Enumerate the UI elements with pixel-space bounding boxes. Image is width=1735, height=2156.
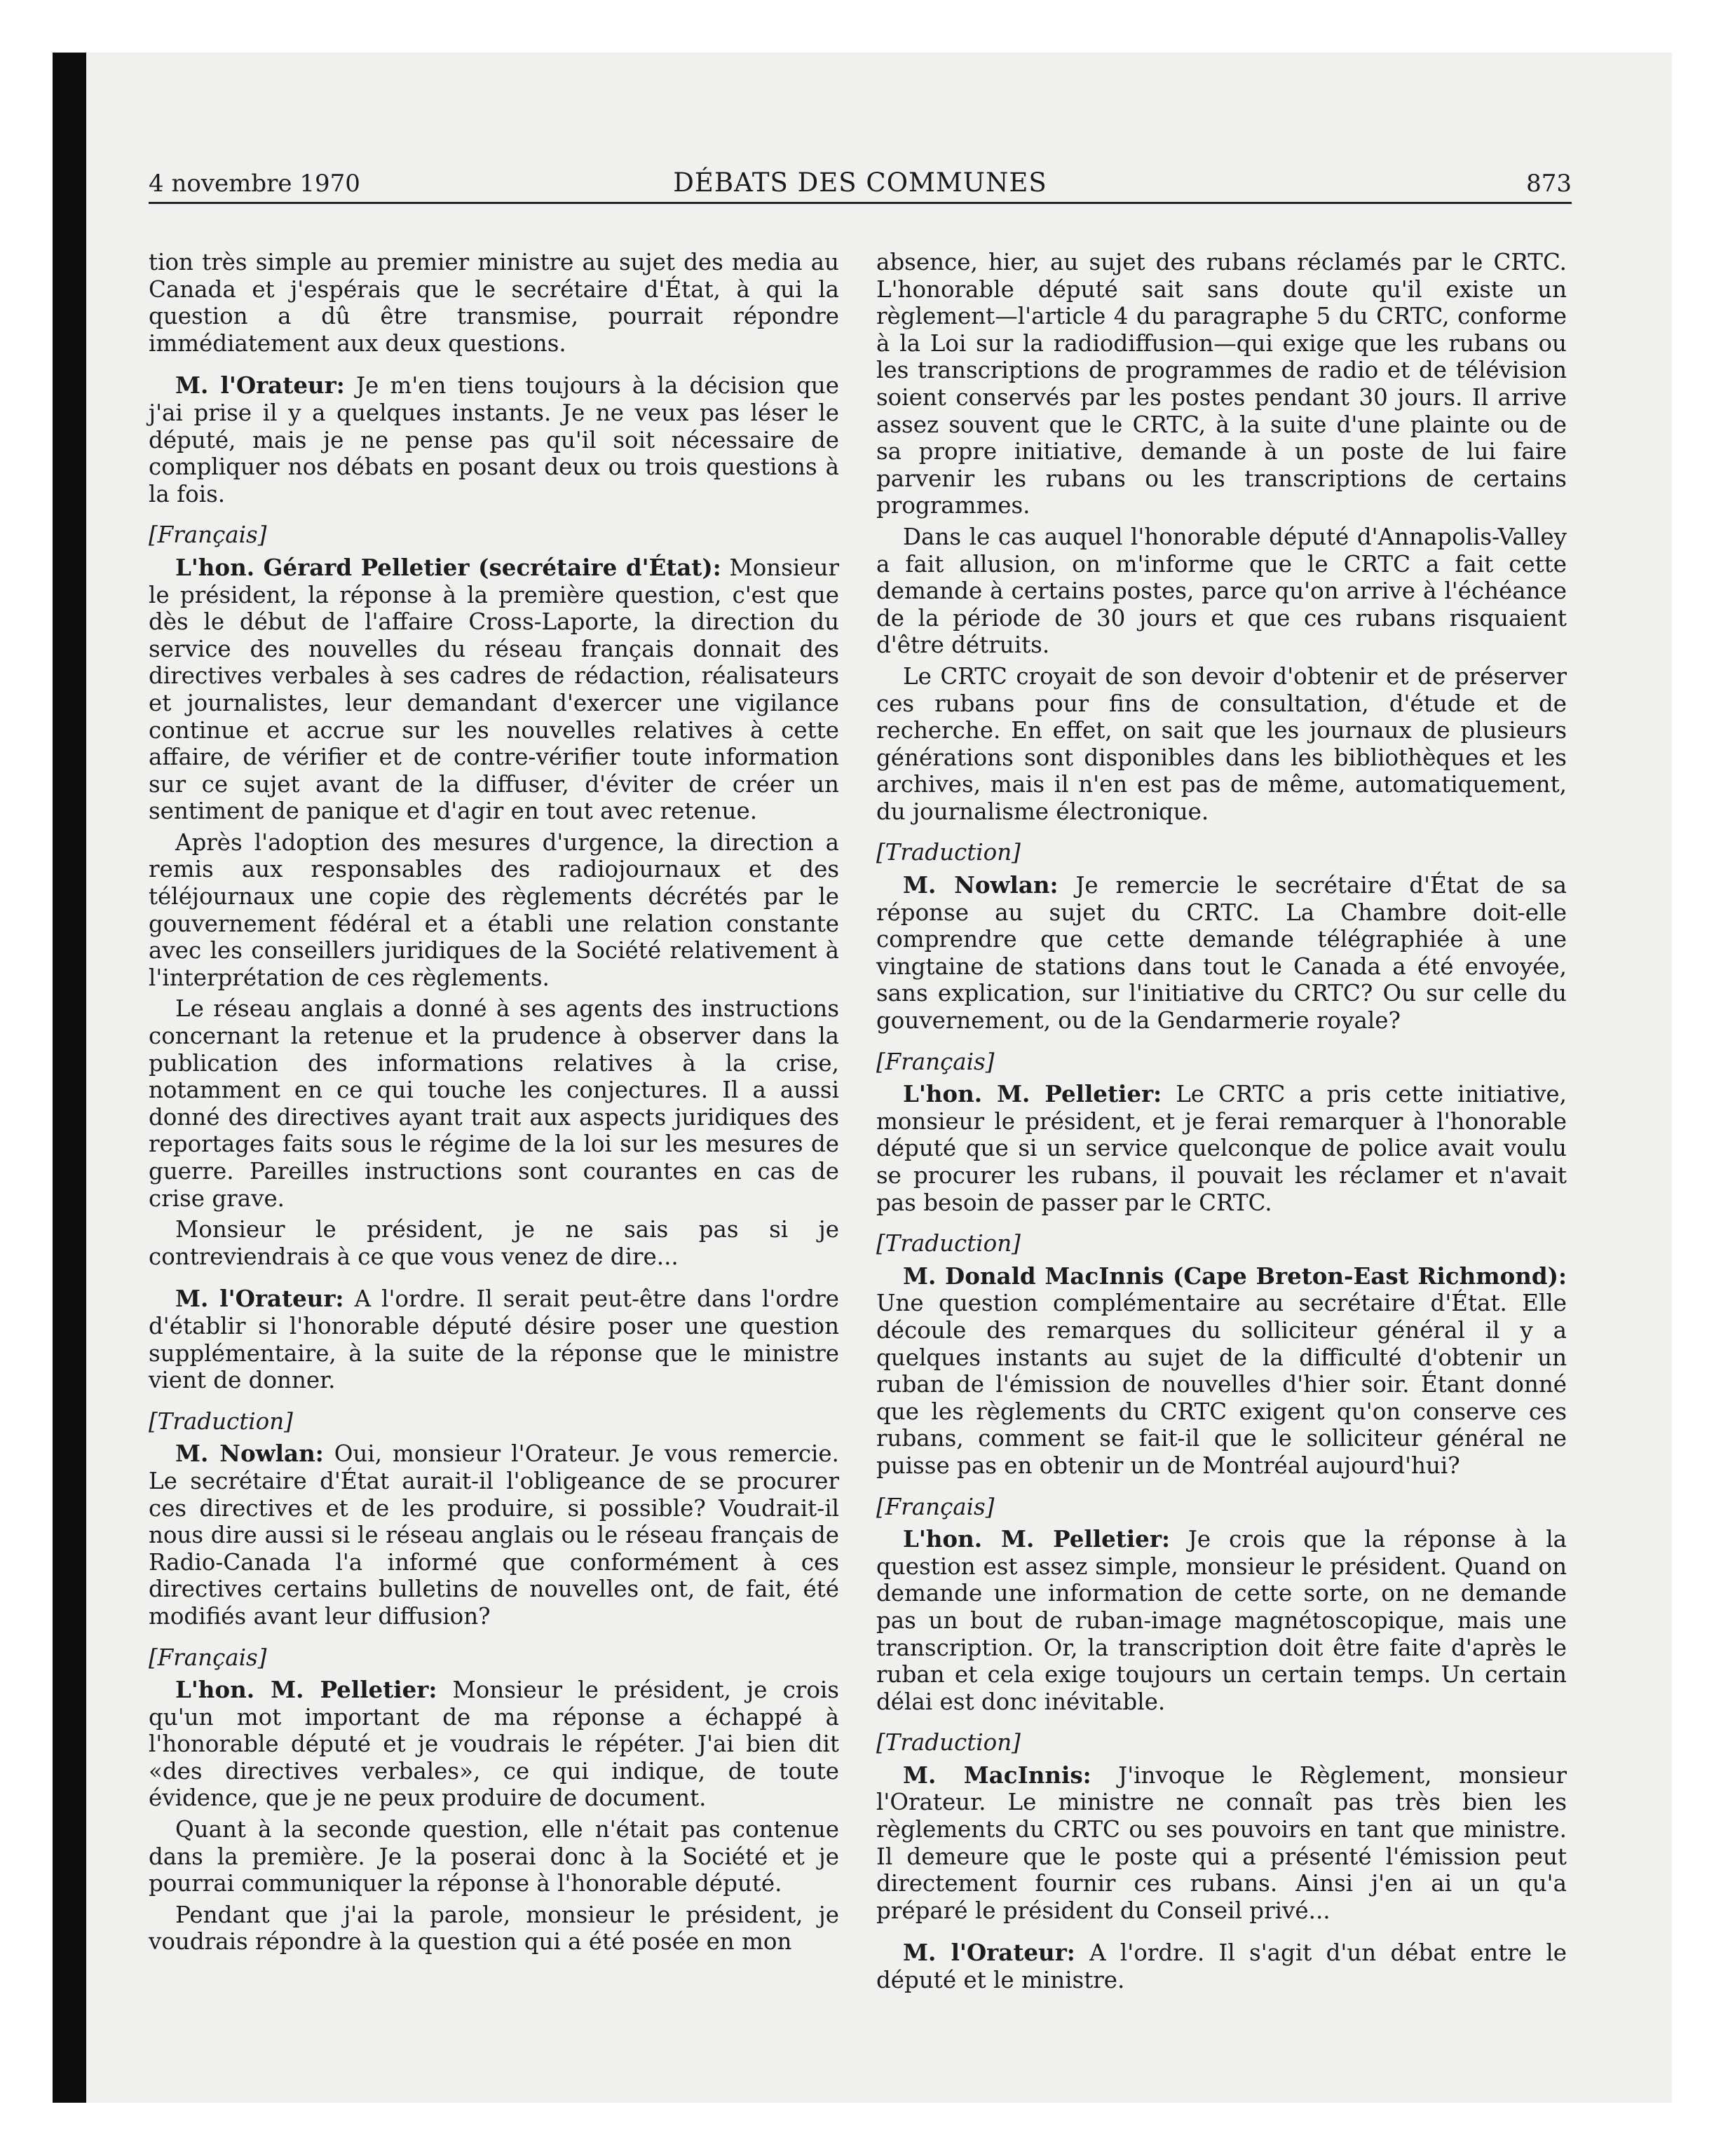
text-paragraph: [149, 249, 839, 357]
language-marker: [Français]: [149, 1644, 267, 1671]
text-paragraph: [876, 524, 1567, 659]
speaker-name: M. Nowlan:: [175, 1440, 324, 1468]
language-marker: [Français]: [876, 1493, 995, 1520]
paragraph-text: A l'ordre. Il serait peut-être dans l'ordre d'établir si l'honorable député désire poser une question supplémentaire, à la suite de la réponse que le ministre vient de donner.: [149, 1285, 839, 1394]
language-marker: [Traduction]: [876, 1729, 1021, 1756]
speaker-name: L'hon. M. Pelletier:: [903, 1525, 1170, 1553]
paragraph-text: Le CRTC croyait de son devoir d'obtenir et de préserver ces rubans pour fins de consultation, d'étude et de recherche. En effet, on sait que les journaux de plusieurs générations sont disponibles dans les bibliothèques et les archives, mais il n'en est pas de même, automatiquement, du journalisme électronique.: [876, 662, 1567, 825]
text-paragraph: [876, 663, 1567, 826]
paragraph-text: Pendant que j'ai la parole, monsieur le président, je voudrais répondre à la question qui a été posée en mon: [149, 1901, 839, 1956]
paragraph-text: absence, hier, au sujet des rubans réclamés par le CRTC. L'honorable député sait sans doute qu'il existe un règlement—l'article 4 du paragraphe 5 du CRTC, conforme à la Loi sur la radiodiffusion—qui exige que les rubans ou les transcriptions de programmes de radio et de télévision soient conservés par les postes pendant 30 jours. Il arrive assez souvent que le CRTC, à la suite d'une plainte ou de sa propre initiative, demande à un poste de lui faire parvenir les rubans ou les transcriptions de certains programmes.: [876, 249, 1567, 519]
speech-paragraph: [876, 1081, 1567, 1216]
speech-paragraph: [149, 372, 839, 507]
paragraph-text: Le CRTC a pris cette initiative, monsieur le président, et je ferai remarquer à l'honorable député que si un service quelconque de police avait voulu se procurer les rubans, il pouvait les réclamer et n'avait pas besoin de passer par le CRTC.: [876, 1081, 1567, 1216]
paragraph-text: Dans le cas auquel l'honorable député d'Annapolis-Valley a fait allusion, on m'informe que le CRTC a fait cette demande à certains postes, parce qu'on arrive à l'échéance de la période de 30 jours et que ces rubans risquaient d'être détruits.: [876, 523, 1567, 659]
header-journal-title: DÉBATS DES COMMUNES: [673, 168, 1047, 198]
speech-paragraph: [876, 1762, 1567, 1925]
speaker-name: M. Donald MacInnis (Cape Breton-East Richmond):: [903, 1262, 1567, 1290]
header-page-number: 873: [1526, 170, 1572, 198]
language-marker: [Français]: [149, 521, 267, 549]
speaker-name: M. Nowlan:: [903, 871, 1059, 899]
speaker-name: L'hon. Gérard Pelletier (secrétaire d'État):: [175, 553, 721, 581]
text-paragraph: [149, 829, 839, 992]
page-header: [149, 160, 1572, 204]
paragraph-text: J'invoque le Règlement, monsieur l'Orateur. Le ministre ne connaît pas très bien les règlements du CRTC ou ses pouvoirs en tant que ministre. Il demeure que le poste qui a présenté l'émission peut directement fournir ces rubans. Ainsi j'en ai un qu'a préparé le président du Conseil privé...: [876, 1761, 1567, 1924]
paragraph-text: Oui, monsieur l'Orateur. Je vous remercie. Le secrétaire d'État aurait-il l'obligeance de se procurer ces directives et de les produire, si possible? Voudrait-il nous dire aussi si le réseau anglais ou le réseau français de Radio-Canada l'a informé que conformément à ces directives certains bulletins de nouvelles ont, de fait, été modifiés avant leur diffusion?: [149, 1440, 839, 1630]
paragraph-text: Une question complémentaire au secrétaire d'État. Elle découle des remarques du solliciteur général il y a quelques instants au sujet de la difficulté d'obtenir un ruban de l'émission de nouvelles d'hier soir. Étant donné que les règlements du CRTC exigent qu'on conserve ces rubans, comment se fait-il que le solliciteur général ne puisse pas en obtenir un de Montréal aujourd'hui?: [876, 1290, 1567, 1479]
text-paragraph: [149, 995, 839, 1212]
paragraph-text: Je remercie le secrétaire d'État de sa réponse au sujet du CRTC. La Chambre doit-elle comprendre que cette demande télégraphiée à une vingtaine de stations dans tout le Canada a été envoyée, sans explication, sur l'initiative du CRTC? Ou sur celle du gouvernement, ou de la Gendarmerie royale?: [876, 872, 1567, 1035]
text-paragraph: [876, 249, 1567, 519]
paragraph-text: Monsieur le président, je ne sais pas si je contreviendrais à ce que vous venez de dire...: [149, 1216, 839, 1270]
language-marker: [Traduction]: [876, 839, 1021, 866]
paragraph-text: A l'ordre. Il s'agit d'un débat entre le député et le ministre.: [876, 1939, 1567, 1994]
paragraph-text: Monsieur le président, je crois qu'un mot important de ma réponse a échappé à l'honorable député et je voudrais le répéter. J'ai bien dit «des directives verbales», ce qui indique, de toute évidence, que je ne peux produire de document.: [149, 1677, 839, 1812]
speaker-name: M. l'Orateur:: [903, 1939, 1075, 1967]
speaker-name: M. MacInnis:: [903, 1761, 1091, 1789]
scan-border: [53, 53, 86, 2103]
text-paragraph: [149, 1902, 839, 1956]
paragraph-text: tion très simple au premier ministre au sujet des media au Canada et j'espérais que le secrétaire d'État, à qui la question a dû être transmise, pourrait répondre immédiatement aux deux questions.: [149, 249, 839, 357]
header-date: 4 novembre 1970: [149, 170, 360, 198]
speaker-name: M. l'Orateur:: [175, 1285, 344, 1313]
right-column: [876, 249, 1567, 1998]
speech-paragraph: [149, 1285, 839, 1393]
speaker-name: L'hon. M. Pelletier:: [175, 1676, 437, 1704]
language-marker: [Français]: [876, 1048, 995, 1075]
paragraph-text: Monsieur le président, la réponse à la première question, c'est que dès le début de l'affaire Cross-Laporte, la direction du service des nouvelles du réseau français donnait des directives verbales à ses cadres de rédaction, réalisateurs et journalistes, leur demandant d'exercer une vigilance continue et accrue sur les nouvelles relatives à cette affaire, de vérifier et de contre-vérifier toute information sur ce sujet avant de la diffuser, d'éviter de créer un sentiment de panique et d'agir en tout avec retenue.: [149, 554, 839, 825]
speech-paragraph: [876, 1526, 1567, 1715]
speaker-name: L'hon. M. Pelletier:: [903, 1080, 1162, 1108]
speech-paragraph: [149, 1677, 839, 1812]
speech-paragraph: [876, 1939, 1567, 1993]
speech-paragraph: [149, 554, 839, 825]
text-paragraph: [149, 1816, 839, 1897]
speech-paragraph: [876, 1263, 1567, 1480]
paragraph-text: Quant à la seconde question, elle n'était pas contenue dans la première. Je la poserai donc à la Société et je pourrai communiquer la réponse à l'honorable député.: [149, 1816, 839, 1897]
speech-paragraph: [876, 872, 1567, 1035]
speech-paragraph: [149, 1440, 839, 1630]
paragraph-text: Je crois que la réponse à la question est assez simple, monsieur le président. Quand on demande une information de cette sorte, on ne demande pas un bout de ruban-image magnétoscopique, mais une transcription. Or, la transcription doit être faite d'après le ruban et cela exige toujours un certain temps. Un certain délai est donc inévitable.: [876, 1526, 1567, 1715]
text-paragraph: [149, 1216, 839, 1270]
paragraph-text: Le réseau anglais a donné à ses agents des instructions concernant la retenue et la prudence à observer dans la publication des informations relatives à la crise, notamment en ce qui touche les conjectures. Il a aussi donné des directives ayant trait aux aspects juridiques des reportages faits sous le régime de la loi sur les mesures de guerre. Pareilles instructions sont courantes en cas de crise grave.: [149, 995, 839, 1212]
paragraph-text: Après l'adoption des mesures d'urgence, la direction a remis aux responsables des radiojournaux et des téléjournaux une copie des règlements décrétés par le gouvernement fédéral et a établi une relation constante avec les conseillers juridiques de la Société relativement à l'interprétation de ces règlements.: [149, 828, 839, 991]
left-column: [149, 249, 839, 1960]
paragraph-text: Je m'en tiens toujours à la décision que j'ai prise il y a quelques instants. Je ne veux pas léser le député, mais je ne pense pas qu'il soit nécessaire de compliquer nos débats en posant deux ou trois questions à la fois.: [149, 372, 839, 507]
speaker-name: M. l'Orateur:: [175, 371, 345, 400]
language-marker: [Traduction]: [876, 1230, 1021, 1257]
language-marker: [Traduction]: [149, 1407, 293, 1435]
